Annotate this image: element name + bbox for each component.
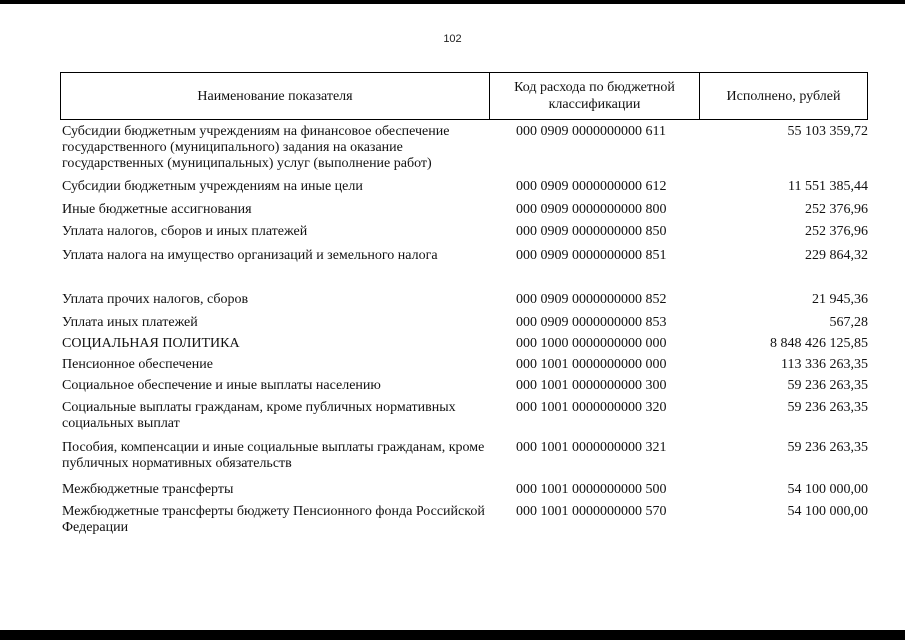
row-code: 000 0909 0000000000 612 <box>516 179 667 194</box>
row-code: 000 1001 0000000000 300 <box>516 378 667 393</box>
row-code: 000 0909 0000000000 852 <box>516 292 667 307</box>
row-amount: 567,28 <box>829 315 868 330</box>
row-name: Уплата иных платежей <box>62 315 198 330</box>
row-amount: 54 100 000,00 <box>787 482 868 497</box>
row-code: 000 0909 0000000000 800 <box>516 202 667 217</box>
row-name: Межбюджетные трансферты бюджету Пенсионного фонда Российской Федерации <box>62 504 485 535</box>
row-name: Пособия, компенсации и иные социальные выплаты гражданам, кроме публичных нормативных обязательств <box>62 440 485 471</box>
row-name: Уплата прочих налогов, сборов <box>62 292 249 307</box>
row-code: 000 0909 0000000000 850 <box>516 224 667 239</box>
row-name: СОЦИАЛЬНАЯ ПОЛИТИКА <box>62 336 240 351</box>
row-amount: 113 336 263,35 <box>781 357 868 372</box>
row-code: 000 0909 0000000000 611 <box>516 124 666 139</box>
table-header <box>60 72 868 120</box>
row-amount: 21 945,36 <box>812 292 868 307</box>
row-name: Уплата налога на имущество организаций и земельного налога <box>62 248 438 263</box>
row-code: 000 1001 0000000000 321 <box>516 440 667 455</box>
row-amount: 8 848 426 125,85 <box>770 336 868 351</box>
header-amount: Исполнено, рублей <box>726 88 841 104</box>
row-amount: 59 236 263,35 <box>787 378 868 393</box>
row-code: 000 1001 0000000000 500 <box>516 482 667 497</box>
row-amount: 11 551 385,44 <box>788 179 868 194</box>
row-name: Субсидии бюджетным учреждениям на иные цели <box>62 179 363 194</box>
row-name: Иные бюджетные ассигнования <box>62 202 252 217</box>
page-number: 102 <box>443 33 462 45</box>
top-border <box>0 0 905 4</box>
row-amount: 55 103 359,72 <box>787 124 868 139</box>
row-code: 000 0909 0000000000 851 <box>516 248 667 263</box>
row-amount: 252 376,96 <box>805 224 868 239</box>
row-amount: 59 236 263,35 <box>787 400 868 415</box>
row-code: 000 0909 0000000000 853 <box>516 315 667 330</box>
bottom-border <box>0 630 905 640</box>
row-code: 000 1001 0000000000 000 <box>516 357 667 372</box>
row-name: Социальные выплаты гражданам, кроме публичных нормативных социальных выплат <box>62 400 456 431</box>
row-amount: 54 100 000,00 <box>787 504 868 519</box>
row-code: 000 1001 0000000000 320 <box>516 400 667 415</box>
row-code: 000 1001 0000000000 570 <box>516 504 667 519</box>
row-name: Уплата налогов, сборов и иных платежей <box>62 224 308 239</box>
row-name: Субсидии бюджетным учреждениям на финансовое обеспечение государственного (муниципального) задания на оказание государственных (муниципальных) услуг (выполнение работ) <box>62 124 450 171</box>
row-name: Межбюджетные трансферты <box>62 482 234 497</box>
row-name: Социальное обеспечение и иные выплаты населению <box>62 378 381 393</box>
row-amount: 59 236 263,35 <box>787 440 868 455</box>
row-code: 000 1000 0000000000 000 <box>516 336 667 351</box>
row-amount: 229 864,32 <box>805 248 868 263</box>
row-name: Пенсионное обеспечение <box>62 357 213 372</box>
row-amount: 252 376,96 <box>805 202 868 217</box>
header-name: Наименование показателя <box>61 73 490 119</box>
header-code: Код расхода по бюджетной классификации <box>490 73 700 119</box>
